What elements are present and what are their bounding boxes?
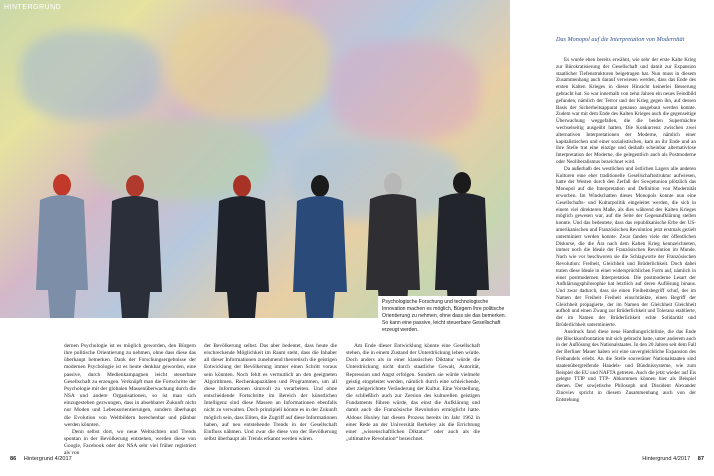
paragraph: der Bevölkerung selbst. Das aber bedeutet, dass heute die erschreckende Möglichkeit im Raum steht, dass die Inhaber all dieser Informationen zunehmend theoretisch die geistigen Entwicklung der Bevölkerung immer einen Schritt voraus sein könnten. Noch fehlt es vermutlich an den geeigneten Algorithmen, Rechenkapazitäten und Programmen, um all diese Informationen sinnvoll zu verarbeiten. Und ohne entscheidende Fortschritte im Bereich der künstlichen Intelligenz sind diese Massen an Informationen ebenfalls nicht zu verwalten. Doch prinzipiell könnte es in der Zukunft möglich sein, dass Eliten, die Zugriff auf diese Informationen haben, auf neu entstehende Trends in der Gesellschaft Einfluss nähmen. Und zwar die diese von der Bevölkerung selbst überhaupt als Trends erkannt werden wären. xyxy=(204,343,337,443)
magazine-issue: Hintergrund 4/2017 xyxy=(23,456,72,462)
paragraph: Denn selbst dort, wo neue Weltsichten und Trends spontan in der Bevölkerung entstehen, werden diese von Google, Facebook oder der NSA sehr viel früher registriert als von xyxy=(64,428,196,457)
paragraph: Ausdruck fand diese neue Handlungsrichtlinie, die das Ende der Blockkonfrontation mit sich gebracht hatte, unter anderem auch in der Auflösung des Nationalstaates. In den 20 Jahren seit dem Fall der Berliner Mauer haben wir eine unvergleichliche Expansion des Freihandels erlebt. An die Stelle souveräner Nationalstaaten sind staatenübergreifende Handels- und Bündnissysteme, wie zum Beispiel die EU und NAFTA getreten. Auch die jetzt wieder auf Eis gelegte TTIP und TTP- Abkommen können hier als Beispiel dienen. Der sowjetische Philosoph und Dissident Alexander Zinoviev spricht in diesem Zusammenhang auch von der Entstehung xyxy=(556,328,696,403)
article-column-3 xyxy=(346,343,480,443)
magazine-issue: Hintergrund 4/2017 xyxy=(642,456,691,462)
page-number: 87 xyxy=(697,456,704,462)
figurine xyxy=(36,174,88,318)
figurine xyxy=(215,175,269,318)
figurines-illustration xyxy=(0,0,510,318)
article-column-1 xyxy=(64,343,196,458)
figurine xyxy=(293,175,347,318)
figurine xyxy=(108,175,162,318)
paragraph: Es wurde eben bereits erwähnt, wie sehr der erste Kalte Krieg zur Bürokratisierung der Gesellschaft und damit zur Expansion staatlicher Tiefenstrukturen beigetragen hat. Nun muss in diesem Zusammenhang auch darauf verwiesen werden, dass das Ende des ersten Kalten Krieges in dieser Hinsicht keinerlei Besserung gebracht hat. So war innerhalb von zehn Jahren ein neues Feindbild gefunden, nämlich der Terror und der Krieg gegen ihn, auf dessen Basis der Sicherheitsapparat genauso ausgebaut werden konnte. Zudem war mit dem Ende des Kalten Krieges auch die gegenseitige Überwachung weggefallen, die die beiden Supermächte wechselseitig ausgeübt hatten. Die Konkurrenz zwischen zwei alternativen Interpretationen der Moderne, nämlich einer kapitalistischen und einer sozialistischen, kam an ihr Ende und an ihre Stelle trat eine einzige und deshalb scheinbar alternativlose Interpretation der Moderne, die gelegentlich auch als Postmoderne oder Neoliberalismus bezeichnet wird. xyxy=(556,57,696,165)
article-column-right xyxy=(556,57,696,404)
article-column-2 xyxy=(204,343,337,443)
footer-left xyxy=(10,456,72,462)
section-label: HINTERGRUND xyxy=(4,4,62,11)
footer-right xyxy=(642,456,704,462)
photo-businessmen-map xyxy=(0,0,510,318)
photo-caption: Psychologische Forschung und technologische Innovation machen es möglich, Bürgern ihre politische Orientierung zu nehmen, ohne dass sie das bemerken. So kann eine passive, leicht steuerbare Gesellschaft erzeugt werden. xyxy=(378,296,512,337)
paragraph: Am Ende dieser Entwicklung könnte eine Gesellschaft stehen, die in einem Zustand der Unterdrückung leben würde. Doch anders als in einer klassischen Diktatur würde die Unterdrückung nicht durch staatliche Gewalt, Autorität, Repression und Angst erfolgen. Sondern sie würde vielmehr geistig eingeleitet werden, nämlich durch eine schleichende, aber zielgerichtete Veränderung der Kultur. Eine Vorstellung, die schließlich auch zur Zersion des kulturellen geistigen Fundaments führen würde, das einst die Aufklärung und damit auch die Französische Revolution ermöglicht hatte. Aldous Huxley hat diesen Prozess bereits im Jahr 1962 in einer Rede an der Universität Berkeley als die Errichtung einer „wissenschaftlichen Diktatur“ oder auch als die „ultimative Revolution“ bezeichnet. xyxy=(346,343,480,443)
paragraph: Da außerhalb des westlichen und östlichen Lagers alle anderen Kulturen eine eher traditionelle Gesellschaftsstruktur aufwiesen, hatte der Westen durch den Zerfall der Sowjetunion plötzlich das Monopol auf die Interpretation und Definition von Modernität erworben. Im Windschatten dieses Monopols konnte nun eine Gesellschafts- und Kulturpolitik eingeleitet werden, die sich in einem viel direkteren Maße, als dies während des Kalten Krieges möglich gewesen war, auf die Seite der Gegenaufklärung stellen konnte. Und das bedeutete, dass das republikanische Erbe der US-amerikanischen und Französischen Revolution jetzt erstmals gezielt unterminiert werden konnte. Zwar fanden viele der öffentlichen Diskurse, die die Ära nach dem Kalten Krieg kennzeichneten, immer noch die Ideale der Französischen Revolution im Munde. Nach wie vor beschworen sie die Schlagworte der Französischen Revolution: Freiheit, Gleichheit und Brüderlichkeit. Doch dabei traten diese Ideale in einer widersprüchlichen Form auf, nämlich in einer postmodernen Interpretation. Die postmoderne Lesart der Aufklärungsphilosophie hat letztlich auf deren Auflösung hinaus. Und zwar dadurch, dass sie einen Freiheitsbegriff schuf, der im Namen der Freiheit Freiheit einschränkte, einen Begriff der Gleichheit propagierte, der im Namen der Gleichheit Gleichheit aufhob und einen Zwang zur Brüderlichkeit und Toleranz etablierte, der im Namen der Brüderlichkeit echte Solidarität und Brüderlichkeit unterminierte. xyxy=(556,165,696,329)
page-number: 86 xyxy=(10,456,17,462)
paragraph: dernen Psychologie ist es möglich geworden, den Bürgern ihre politische Orientierung zu nehmen, ohne dass diese das überhaupt bemerken. Dank der Forschungsergebnisse der modernen Psychologie ist es heute denkbar geworden, eine passive, durch Medienkampagnen leicht steuerbare Gesellschaft zu erzeugen. Verknüpft man die Fortschritte der Psychologie mit der globalen Massenüberwachung durch die NSA und andere Organisationen, so ist man sich einzugestehen gezwungen, dass in absehbarer Zukunft nicht nur Moden und Lebensorientierungen, sondern überhaupt die Evolution von Weltbildern berechenbar und plänbar werden könnten. xyxy=(64,343,196,428)
section-headline: Das Monopol auf die Interpretation von Modernität xyxy=(556,36,685,43)
